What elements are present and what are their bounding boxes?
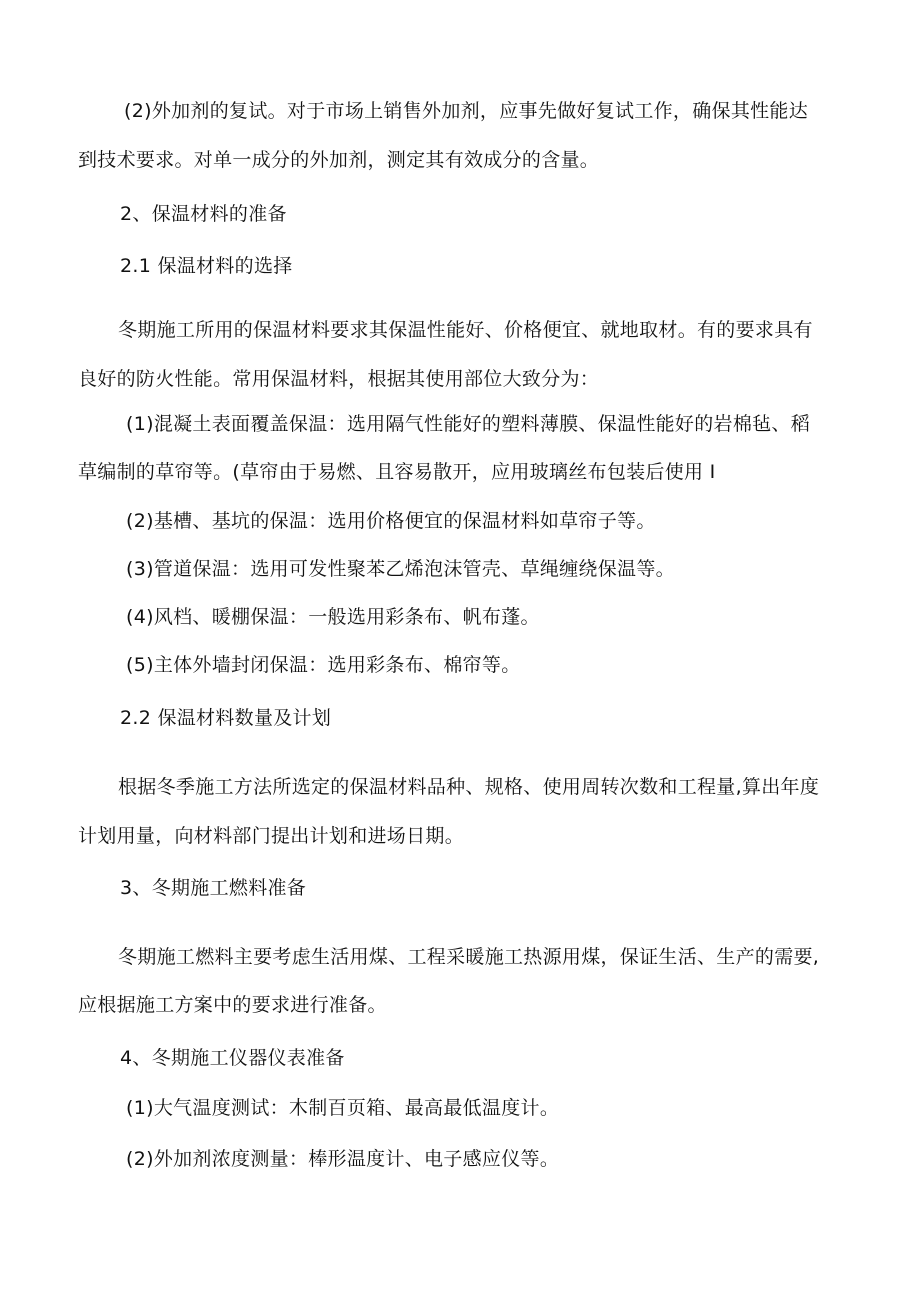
paragraph-line: 应根据施工方案中的要求进行准备。 xyxy=(78,994,387,1016)
subsection-heading: 2.1 保温材料的选择 xyxy=(120,255,293,277)
paragraph-line: 冬期施工所用的保温材料要求其保温性能好、价格便宜、就地取材。有的要求具有 xyxy=(118,319,813,341)
list-item: (2)外加剂浓度测量：棒形温度计、电子感应仪等。 xyxy=(126,1148,560,1170)
section-heading: 3、冬期施工燃料准备 xyxy=(120,877,307,899)
paragraph-line: 计划用量，向材料部门提出计划和进场日期。 xyxy=(78,825,465,847)
list-item-continuation: 草编制的草帘等。(草帘由于易燃、且容易散开，应用玻璃丝布包装后使用 I xyxy=(78,461,716,483)
section-heading: 2、保温材料的准备 xyxy=(120,203,287,225)
list-item: (3)管道保温：选用可发性聚苯乙烯泡沫管壳、草绳缠绕保温等。 xyxy=(126,558,675,580)
subsection-heading: 2.2 保温材料数量及计划 xyxy=(120,707,332,729)
section-heading: 4、冬期施工仪器仪表准备 xyxy=(120,1047,345,1069)
list-item: (4)风档、暖棚保温：一般选用彩条布、帆布蓬。 xyxy=(126,606,540,628)
paragraph-line: 冬期施工燃料主要考虑生活用煤、工程采暖施工热源用煤，保证生活、生产的需要, xyxy=(118,946,820,968)
paragraph-line: (2)外加剂的复试。对于市场上销售外加剂，应事先做好复试工作，确保其性能达 xyxy=(124,100,809,122)
list-item: (1)大气温度测试：木制百页箱、最高最低温度计。 xyxy=(126,1097,560,1119)
paragraph-line: 到技术要求。对单一成分的外加剂，测定其有效成分的含量。 xyxy=(78,149,600,171)
paragraph-line: 根据冬季施工方法所选定的保温材料品种、规格、使用周转次数和工程量,算出年度 xyxy=(118,776,820,798)
list-item: (5)主体外墙封闭保温：选用彩条布、棉帘等。 xyxy=(126,654,521,676)
paragraph-line: 良好的防火性能。常用保温材料，根据其使用部位大致分为： xyxy=(78,368,600,390)
list-item: (1)混凝土表面覆盖保温：选用隔气性能好的塑料薄膜、保温性能好的岩棉毡、稻 xyxy=(126,413,811,435)
list-item: (2)基槽、基坑的保温：选用价格便宜的保温材料如草帘子等。 xyxy=(126,510,656,532)
